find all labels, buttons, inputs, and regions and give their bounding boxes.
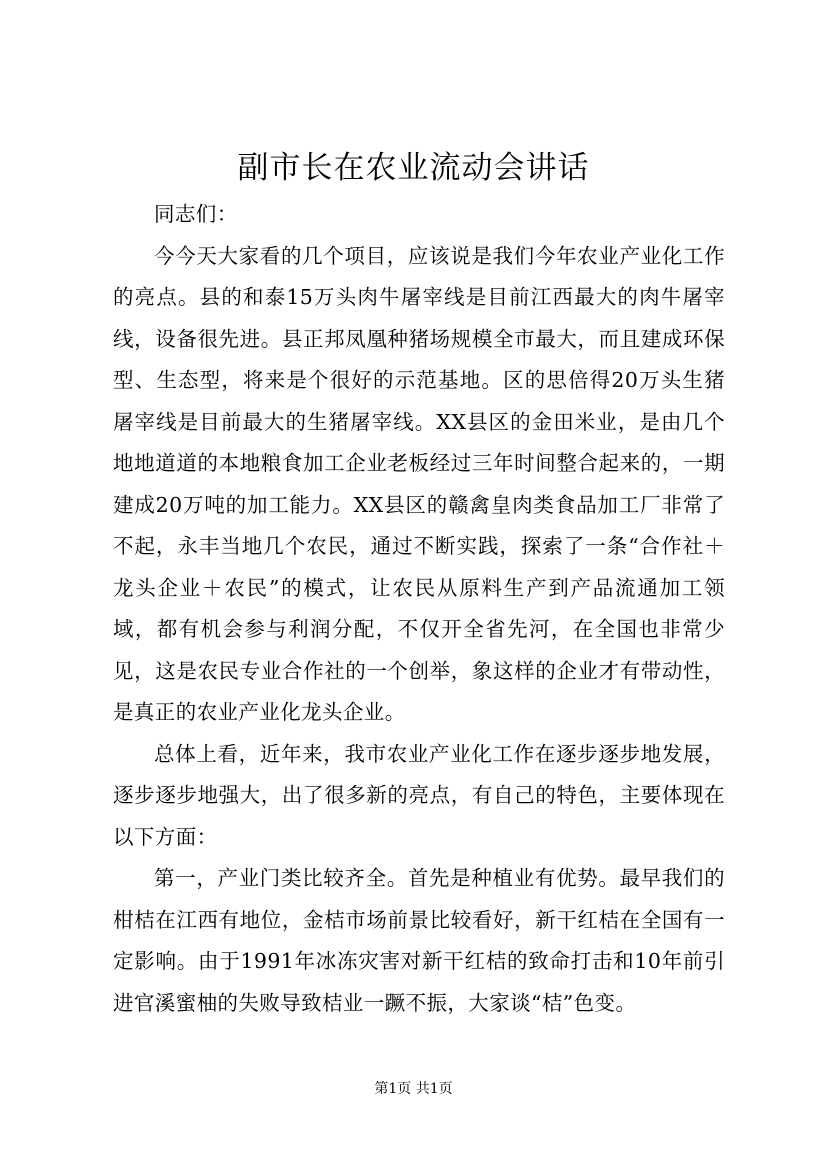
document-title: 副市长在农业流动会讲话 — [237, 150, 590, 186]
paragraph-1: 今今天大家看的几个项目，应该说是我们今年农业产业化工作的亮点。县的和泰15万头肉牛屠宰线是目前江西最大的肉牛屠宰线，设备很先进。县正邦凤凰种猪场规模全市最大，而且建成环保型、生态型，将来是个很好的示范基地。区的思倍得20万头生猪屠宰线是目前最大的生猪屠宰线。XX县区的金田米业，是由几个地地道道的本地粮食加工企业老板经过三年时间整合起来的，一期建成20万吨的加工能力。XX县区的赣禽皇肉类食品加工厂非常了不起，永丰当地几个农民，通过不断实践，探索了一条“合作社＋龙头企业＋农民”的模式，让农民从原料生产到产品流通加工领域，都有机会参与利润分配，不仅开全省先河，在全国也非常少见，这是农民专业合作社的一个创举，象这样的企业才有带动性，是真正的农业产业化龙头企业。 — [113, 243, 725, 724]
paragraph-2: 总体上看，近年来，我市农业产业化工作在逐步逐步地发展，逐步逐步地强大，出了很多新的亮点，有自己的特色，主要体现在以下方面： — [113, 741, 725, 849]
document-body — [113, 194, 725, 1024]
page-footer: 第1页 共1页 — [374, 1081, 453, 1097]
paragraph-3: 第一，产业门类比较齐全。首先是种植业有优势。最早我们的柑桔在江西有地位，金桔市场前景比较看好，新干红桔在全国有一定影响。由于1991年冰冻灾害对新干红桔的致命打击和10年前引进官溪蜜柚的失败导致桔业一蹶不振，大家谈“桔”色变。 — [113, 866, 725, 1015]
salutation: 同志们： — [154, 202, 238, 226]
